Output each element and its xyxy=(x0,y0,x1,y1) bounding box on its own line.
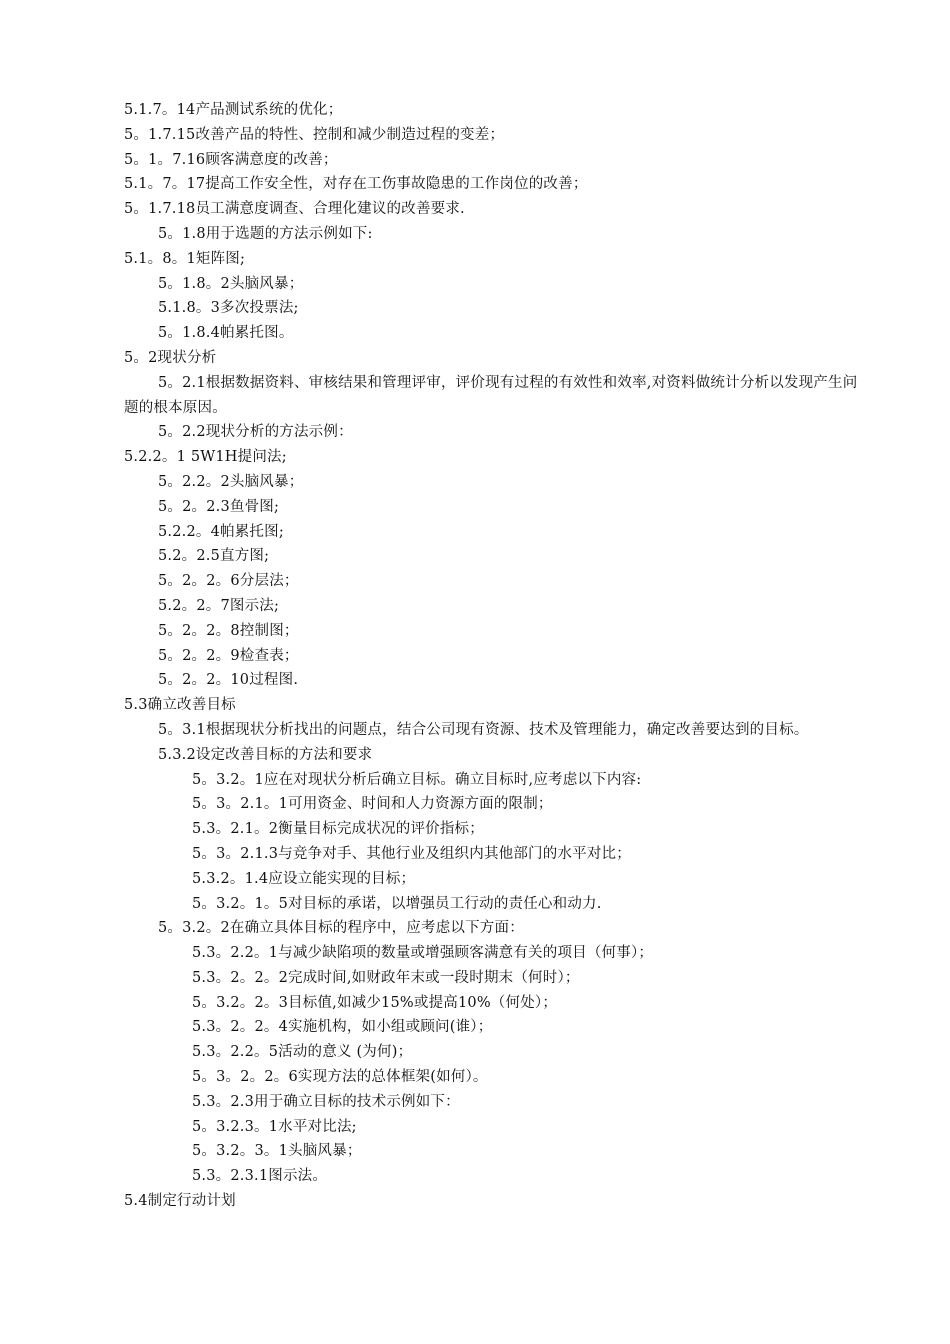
text-line: 5.3。2.2。1与减少缺陷项的数量或增强顾客满意有关的项目（何事）； xyxy=(192,945,654,962)
text-line: 5。2。2。9检查表； xyxy=(158,647,299,664)
text-line: 5。3.2。3。1头脑风暴； xyxy=(192,1143,362,1160)
text-line: 5。1.8用于选题的方法示例如下: xyxy=(158,225,373,242)
text-line: 5。3。2。2。6实现方法的总体框架(如何）。 xyxy=(192,1069,488,1086)
text-line: 5.1.7。14产品测试系统的优化； xyxy=(124,102,343,118)
text-line: 5。1.8。2头脑风暴； xyxy=(158,275,304,292)
paragraph: 5。3.1根据现状分析找出的问题点，结合公司现有资源、技术及管理能力，确定改善要达到的目标。 xyxy=(158,721,809,738)
text-line: 5。1。7.16顾客满意度的改善； xyxy=(124,151,338,168)
text-line: 5。3.2。2在确立具体目标的程序中，应考虑以下方面： xyxy=(158,920,524,937)
text-line: 5.3。2。2。2完成时间,如财政年末或一段时期末（何时）； xyxy=(192,969,580,986)
text-line: 5。2.2现状分析的方法示例： xyxy=(158,424,353,441)
text-line: 5.2。2.5直方图; xyxy=(158,548,270,565)
text-line: 5.1.8。3多次投票法; xyxy=(158,300,299,317)
document-body xyxy=(124,98,864,1214)
section-heading: 5.3确立改善目标 xyxy=(124,697,236,714)
text-line: 5。2.2。2头脑风暴； xyxy=(158,473,304,490)
text-line: 5.3。2.2。5活动的意义 (为何)； xyxy=(192,1044,413,1061)
text-line: 5。3.2。2。3目标值,如减少15%或提高10%（何处）； xyxy=(192,994,558,1011)
text-line: 5。1.7.18员工满意度调查、合理化建议的改善要求. xyxy=(124,201,465,218)
paragraph: 5。2.1根据数据资料、审核结果和管理评审，评价现有过程的有效性和效率,对资料做统计分析以发现产生问题的根本原因。 xyxy=(124,374,858,416)
text-line: 5。1.8.4帕累托图。 xyxy=(158,325,294,342)
section-heading: 5。2现状分析 xyxy=(124,349,217,366)
section-heading: 5.4制定行动计划 xyxy=(124,1193,236,1210)
text-line: 5.1。7。17提高工作安全性，对存在工伤事故隐患的工作岗位的改善； xyxy=(124,176,588,193)
text-line: 5。3。2.1。1可用资金、时间和人力资源方面的限制； xyxy=(192,796,553,813)
text-line: 5.3。2.3用于确立目标的技术示例如下： xyxy=(192,1093,460,1110)
text-line: 5。3。2.1.3与竞争对手、其他行业及组织内其他部门的水平对比； xyxy=(192,845,631,862)
text-line: 5.3。2.3.1图示法。 xyxy=(192,1168,328,1185)
text-line: 5。1.7.15改善产品的特性、控制和减少制造过程的变差； xyxy=(124,126,505,143)
text-line: 5.3.2设定改善目标的方法和要求 xyxy=(158,746,373,763)
text-line: 5。2。2。10过程图. xyxy=(158,672,299,689)
text-line: 5.1。8。1矩阵图; xyxy=(124,250,246,267)
text-line: 5。2。2。8控制图； xyxy=(158,622,299,639)
text-line: 5.3。2.1。2衡量目标完成状况的评价指标； xyxy=(192,821,484,838)
text-line: 5.2.2。4帕累托图; xyxy=(158,523,284,540)
text-line: 5。2。2。6分层法； xyxy=(158,573,299,590)
text-line: 5。3.2。1。5对目标的承诺，以增强员工行动的责任心和动力. xyxy=(192,895,602,912)
text-line: 5。2。2.3鱼骨图; xyxy=(158,498,280,515)
text-line: 5.2.2。1 5W1H提问法; xyxy=(124,449,287,466)
text-line: 5.3。2。2。4实施机构，如小组或顾问(谁）； xyxy=(192,1019,493,1036)
text-line: 5。3.2。1应在对现状分析后确立目标。确立目标时,应考虑以下内容: xyxy=(192,771,642,788)
text-line: 5.2。2。7图示法; xyxy=(158,597,280,614)
text-line: 5.3.2。1.4应设立能实现的目标； xyxy=(192,870,416,887)
text-line: 5。3.2.3。1水平对比法; xyxy=(192,1118,357,1135)
